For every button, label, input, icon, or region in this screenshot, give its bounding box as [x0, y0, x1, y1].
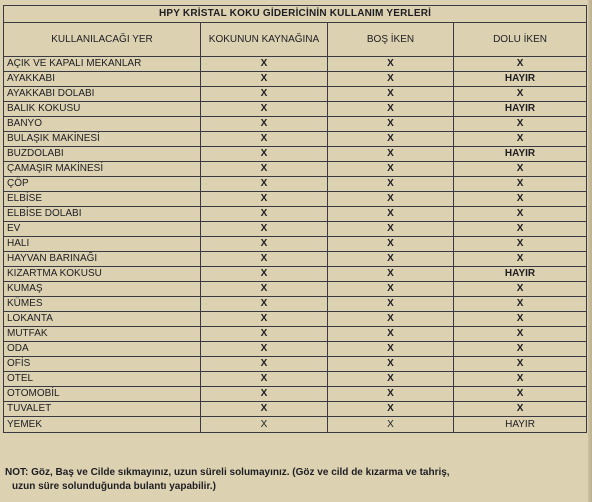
cell-source: X	[201, 402, 328, 417]
cell-source: X	[201, 357, 328, 372]
cell-source: X	[201, 72, 328, 87]
cell-source: X	[201, 207, 328, 222]
table-body	[4, 57, 587, 433]
cell-place: OTEL	[4, 372, 201, 387]
table-row	[4, 192, 587, 207]
cell-full: HAYIR	[454, 147, 587, 162]
cell-source: X	[201, 342, 328, 357]
cell-place: ÇÖP	[4, 177, 201, 192]
table-row	[4, 387, 587, 402]
cell-empty: X	[328, 222, 454, 237]
table-row	[4, 267, 587, 282]
cell-source: X	[201, 177, 328, 192]
note-line-2: uzun süre solunduğunda bulantı yapabilir.)	[12, 481, 216, 492]
cell-full: HAYIR	[454, 102, 587, 117]
cell-place: BALIK KOKUSU	[4, 102, 201, 117]
cell-empty: X	[328, 162, 454, 177]
cell-empty: X	[328, 312, 454, 327]
cell-source: X	[201, 417, 328, 433]
note-line-1: NOT: Göz, Baş ve Cilde sıkmayınız, uzun süreli solumayınız. (Göz ve cild de kızarma ve tahriş,	[5, 467, 450, 478]
usage-table	[3, 5, 587, 433]
column-header-empty: BOŞ İKEN	[328, 23, 454, 57]
cell-source: X	[201, 252, 328, 267]
cell-empty: X	[328, 57, 454, 72]
cell-place: KÜMES	[4, 297, 201, 312]
cell-place: BUZDOLABI	[4, 147, 201, 162]
cell-empty: X	[328, 72, 454, 87]
cell-full: X	[454, 252, 587, 267]
cell-place: LOKANTA	[4, 312, 201, 327]
cell-place: MUTFAK	[4, 327, 201, 342]
table-row	[4, 237, 587, 252]
cell-full: X	[454, 192, 587, 207]
cell-place: OFİS	[4, 357, 201, 372]
cell-place: AYAKKABI DOLABI	[4, 87, 201, 102]
cell-empty: X	[328, 342, 454, 357]
cell-empty: X	[328, 237, 454, 252]
table-row	[4, 402, 587, 417]
cell-empty: X	[328, 87, 454, 102]
table-row	[4, 102, 587, 117]
column-header-full: DOLU İKEN	[454, 23, 587, 57]
table-row	[4, 177, 587, 192]
cell-full: HAYIR	[454, 72, 587, 87]
cell-empty: X	[328, 252, 454, 267]
cell-empty: X	[328, 327, 454, 342]
table-row	[4, 312, 587, 327]
table-row	[4, 342, 587, 357]
page-edge-shadow	[588, 0, 592, 502]
cell-full: HAYIR	[454, 417, 587, 433]
cell-place: BULAŞIK MAKİNESİ	[4, 132, 201, 147]
cell-source: X	[201, 192, 328, 207]
cell-place: OTOMOBİL	[4, 387, 201, 402]
cell-source: X	[201, 282, 328, 297]
table-row	[4, 57, 587, 72]
cell-full: X	[454, 357, 587, 372]
table-row	[4, 297, 587, 312]
cell-empty: X	[328, 267, 454, 282]
cell-full: X	[454, 312, 587, 327]
cell-place: BANYO	[4, 117, 201, 132]
cell-source: X	[201, 372, 328, 387]
table-title: HPY KRİSTAL KOKU GİDERİCİNİN KULLANIM YERLERİ	[4, 6, 587, 23]
cell-full: X	[454, 87, 587, 102]
cell-place: TUVALET	[4, 402, 201, 417]
cell-empty: X	[328, 282, 454, 297]
cell-full: X	[454, 387, 587, 402]
cell-place: KUMAŞ	[4, 282, 201, 297]
cell-empty: X	[328, 117, 454, 132]
cell-full: X	[454, 222, 587, 237]
cell-source: X	[201, 162, 328, 177]
table-row	[4, 252, 587, 267]
cell-empty: X	[328, 102, 454, 117]
cell-empty: X	[328, 402, 454, 417]
cell-place: AÇIK VE KAPALI MEKANLAR	[4, 57, 201, 72]
cell-full: X	[454, 297, 587, 312]
cell-full: X	[454, 162, 587, 177]
cell-place: ÇAMAŞIR MAKİNESİ	[4, 162, 201, 177]
table-row	[4, 207, 587, 222]
cell-source: X	[201, 222, 328, 237]
cell-source: X	[201, 267, 328, 282]
table-row	[4, 132, 587, 147]
cell-place: ODA	[4, 342, 201, 357]
cell-full: X	[454, 57, 587, 72]
table-row	[4, 282, 587, 297]
cell-source: X	[201, 387, 328, 402]
cell-full: X	[454, 342, 587, 357]
cell-place: HAYVAN BARINAĞI	[4, 252, 201, 267]
table-row	[4, 417, 587, 433]
cell-place: ELBİSE DOLABI	[4, 207, 201, 222]
table-row	[4, 147, 587, 162]
cell-source: X	[201, 237, 328, 252]
cell-full: X	[454, 132, 587, 147]
cell-source: X	[201, 297, 328, 312]
table-row	[4, 357, 587, 372]
column-header-source: KOKUNUN KAYNAĞINA	[201, 23, 328, 57]
cell-empty: X	[328, 192, 454, 207]
cell-source: X	[201, 117, 328, 132]
cell-empty: X	[328, 357, 454, 372]
table-row	[4, 72, 587, 87]
safety-note	[5, 466, 585, 494]
column-header-place: KULLANILACAĞI YER	[4, 23, 201, 57]
cell-empty: X	[328, 147, 454, 162]
cell-full: HAYIR	[454, 267, 587, 282]
cell-full: X	[454, 327, 587, 342]
cell-source: X	[201, 57, 328, 72]
table-row	[4, 327, 587, 342]
cell-place: EV	[4, 222, 201, 237]
cell-source: X	[201, 327, 328, 342]
table-row	[4, 117, 587, 132]
cell-full: X	[454, 282, 587, 297]
cell-full: X	[454, 117, 587, 132]
table-row	[4, 162, 587, 177]
cell-place: YEMEK	[4, 417, 201, 433]
cell-place: AYAKKABI	[4, 72, 201, 87]
cell-empty: X	[328, 417, 454, 433]
cell-full: X	[454, 177, 587, 192]
cell-full: X	[454, 402, 587, 417]
cell-empty: X	[328, 372, 454, 387]
cell-empty: X	[328, 297, 454, 312]
cell-empty: X	[328, 177, 454, 192]
cell-empty: X	[328, 132, 454, 147]
cell-source: X	[201, 132, 328, 147]
cell-full: X	[454, 237, 587, 252]
cell-source: X	[201, 147, 328, 162]
cell-source: X	[201, 87, 328, 102]
cell-full: X	[454, 372, 587, 387]
cell-place: HALI	[4, 237, 201, 252]
cell-empty: X	[328, 207, 454, 222]
cell-full: X	[454, 207, 587, 222]
table-row	[4, 372, 587, 387]
cell-empty: X	[328, 387, 454, 402]
table-row	[4, 222, 587, 237]
table-row	[4, 87, 587, 102]
cell-place: KIZARTMA KOKUSU	[4, 267, 201, 282]
cell-source: X	[201, 312, 328, 327]
cell-source: X	[201, 102, 328, 117]
cell-place: ELBİSE	[4, 192, 201, 207]
